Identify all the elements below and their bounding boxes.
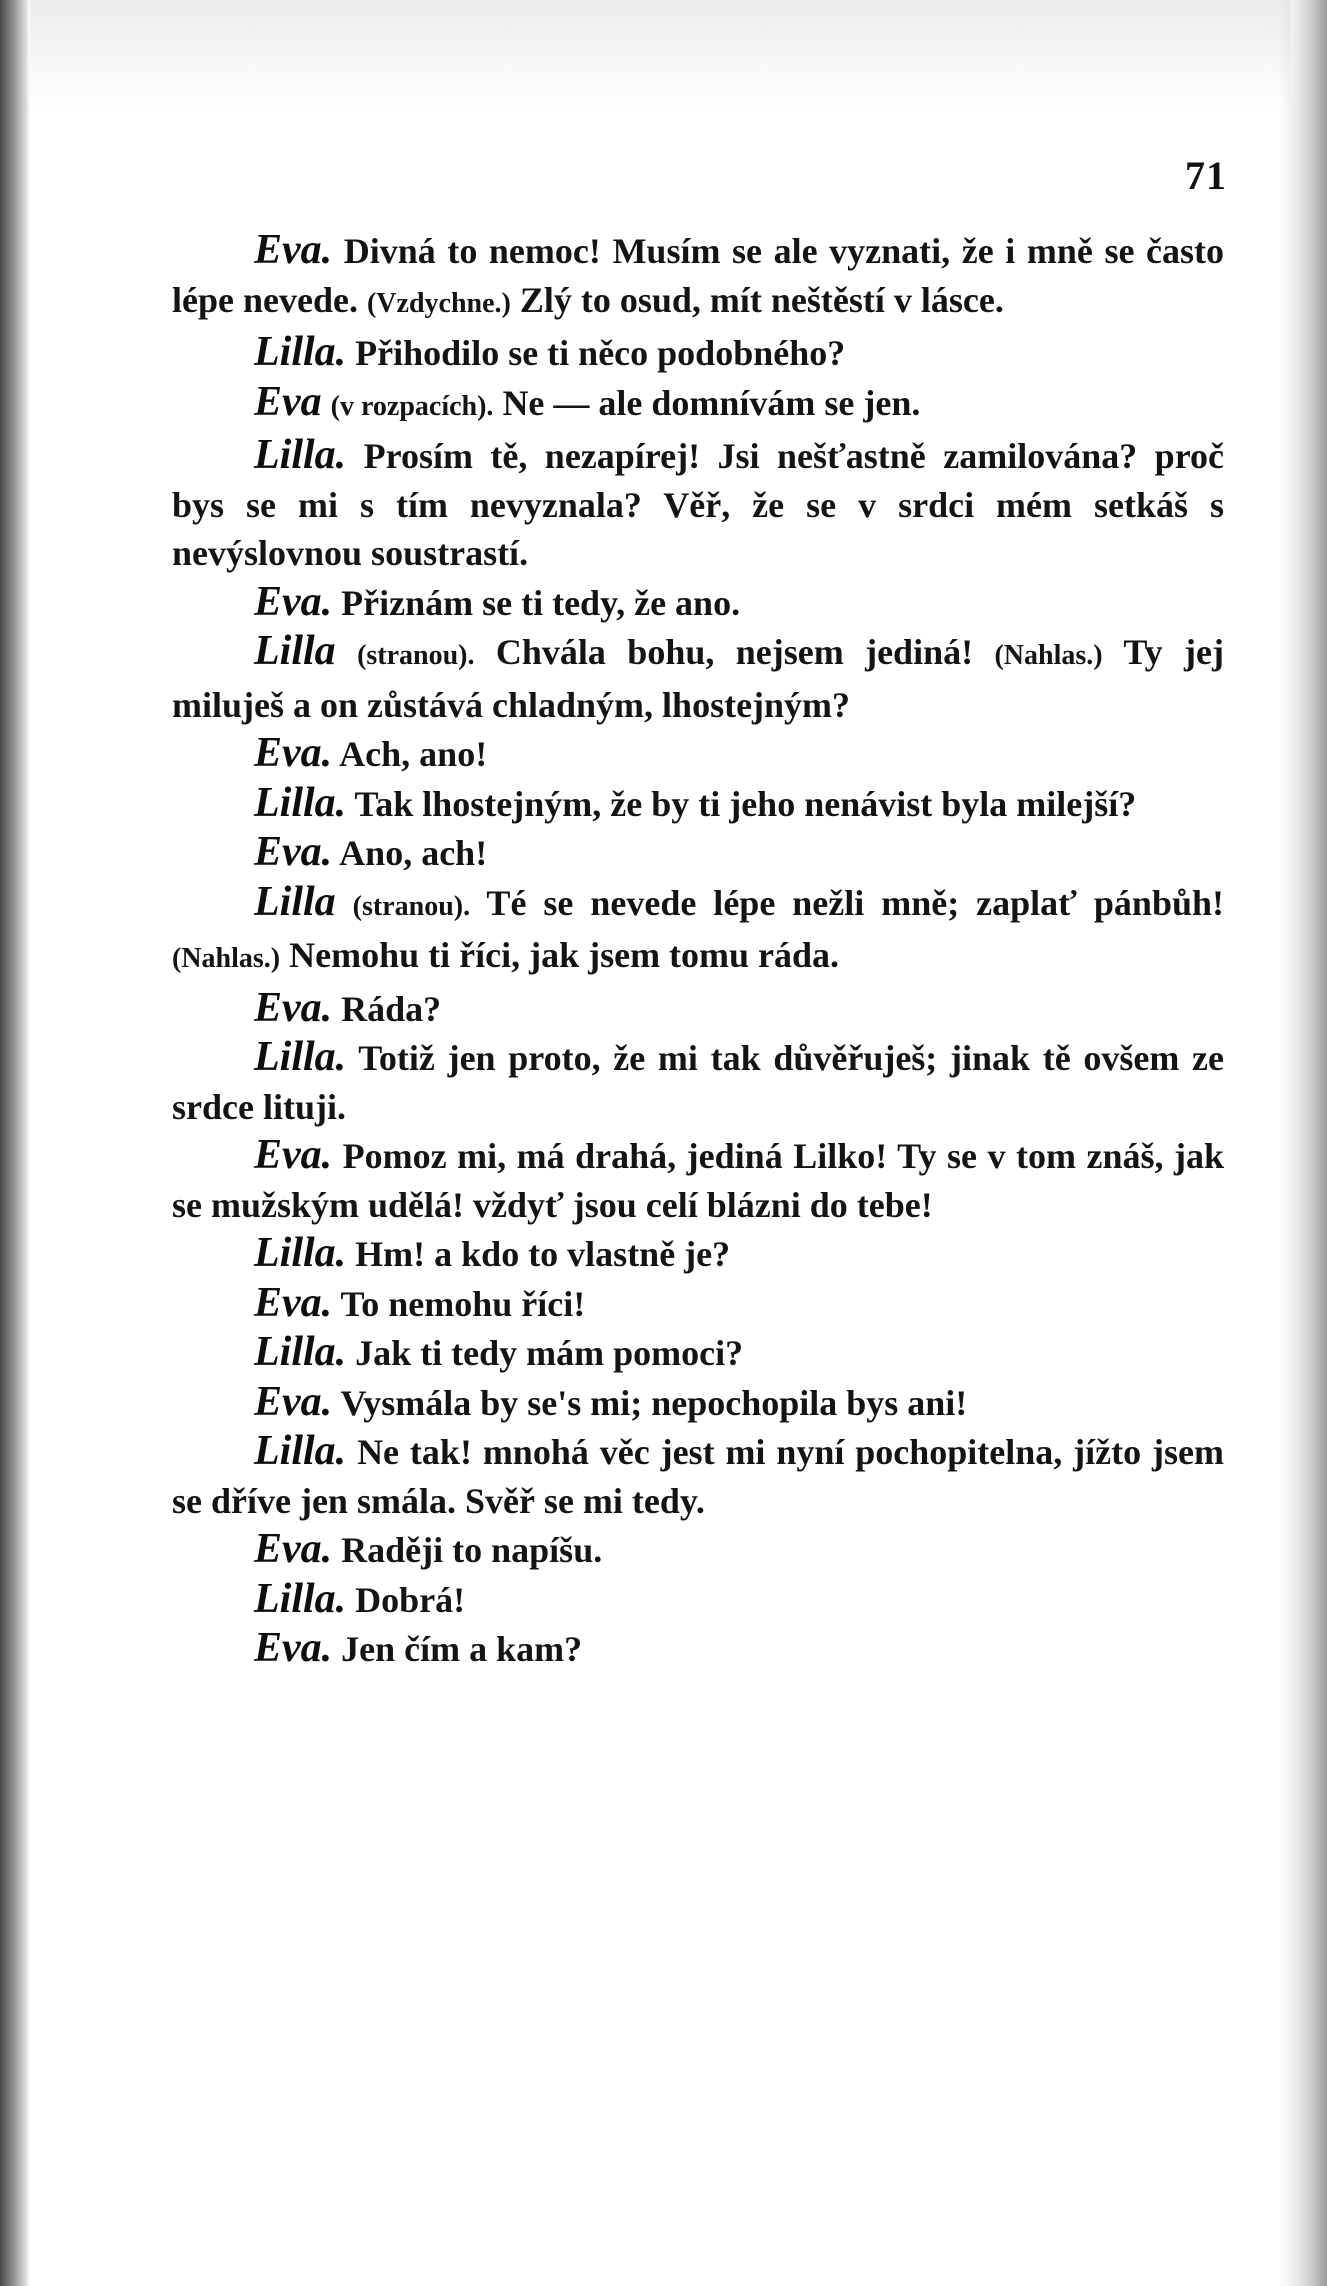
speech-text: Ty jej miluješ a on zůstává chladným, lhostejným? <box>172 632 1224 725</box>
speech-paragraph <box>172 226 1224 328</box>
speaker-name: Lilla. <box>254 1428 347 1474</box>
speech-text: Jak ti tedy mám pomoci? <box>346 1333 744 1373</box>
speech-text: Chvála bohu, nejsem jediná! <box>474 632 995 672</box>
speech-paragraph <box>172 1131 1224 1229</box>
speech-text: Ano, ach! <box>332 833 488 873</box>
speech-text: Přiznám se ti tedy, že ano. <box>332 582 741 623</box>
speech-paragraph <box>172 1328 1224 1378</box>
speaker-name: Lilla. <box>254 329 347 375</box>
speech-text: Ne tak! mnohá věc jest mi nyní pochopitelna, jížto jsem se dříve jen smála. Svěř se mi tedy. <box>172 1432 1224 1521</box>
speech-text: Té se nevede lépe nežli mně; zaplať pánbůh! <box>470 882 1225 923</box>
speaker-name: Eva. <box>254 578 333 625</box>
speaker-name: Eva. <box>254 829 333 875</box>
speaker-name: Lilla <box>254 878 336 925</box>
stage-direction: (Nahlas.) <box>994 640 1103 671</box>
speech-paragraph <box>172 578 1224 628</box>
speech-text: Divná to nemoc! Musím se ale vyznati, že i mně se často lépe nevede. <box>172 231 1224 320</box>
speech-text: To nemohu říci! <box>332 1283 586 1324</box>
speaker-name: Lilla. <box>254 1230 347 1276</box>
page-edge-shadow <box>1279 0 1327 2286</box>
speech-text: Raději to napíšu. <box>332 1530 603 1570</box>
speech-paragraph <box>172 1279 1224 1329</box>
stage-direction: (Vzdychne.) <box>366 287 511 319</box>
speech-paragraph <box>172 779 1224 829</box>
speaker-name: Eva <box>254 378 322 425</box>
speech-text: Prosím tě, nezapírej! Jsi nešťastně zamilována? proč bys se mi s tím nevyznala? Věř, že se v srdci mém setkáš s nevýslovnou soustrastí. <box>172 436 1224 573</box>
speech-text: Přihodilo se ti něco podobného? <box>346 333 846 373</box>
speech-paragraph <box>172 1427 1224 1525</box>
speech-text: Nemohu ti říci, jak jsem tomu ráda. <box>280 935 840 975</box>
speaker-name: Lilla. <box>254 432 347 478</box>
speech-text: Totiž jen proto, že mi tak důvěřuješ; jinak tě ovšem ze srdce lituji. <box>172 1038 1224 1127</box>
stage-direction: (stranou). <box>352 890 471 922</box>
speaker-name: Lilla. <box>254 1329 347 1375</box>
speech-paragraph <box>172 431 1224 578</box>
speaker-name: Eva. <box>254 1526 333 1572</box>
speech-paragraph <box>172 1575 1224 1625</box>
speech-paragraph <box>172 1525 1224 1575</box>
speech-text: Ach, ano! <box>332 734 488 774</box>
stage-direction: (v rozpacích). <box>330 390 494 422</box>
speaker-name: Lilla. <box>254 779 347 826</box>
speaker-name: Eva. <box>254 1378 333 1425</box>
speech-paragraph <box>172 878 1224 984</box>
page-gutter-shadow <box>0 0 30 2286</box>
speech-text: Ne — ale domnívám se jen. <box>493 382 921 423</box>
speech-paragraph <box>172 1033 1224 1131</box>
speaker-name: Lilla. <box>254 1575 347 1622</box>
speech-paragraph <box>172 729 1224 779</box>
speaker-name: Eva. <box>254 1132 333 1178</box>
speech-text: Ráda? <box>332 988 442 1029</box>
speaker-name: Eva. <box>254 227 333 273</box>
speaker-name: Lilla <box>254 628 336 674</box>
speech-paragraph <box>172 1229 1224 1279</box>
stage-direction: (stranou). <box>357 640 475 671</box>
page-stain <box>30 0 1290 110</box>
speech-text <box>322 383 331 423</box>
speech-paragraph <box>172 627 1224 729</box>
speech-text: Zlý to osud, mít neštěstí v lásce. <box>510 279 1004 320</box>
speech-paragraph <box>172 828 1224 878</box>
speech-text: Hm! a kdo to vlastně je? <box>346 1234 731 1274</box>
speaker-name: Eva. <box>254 730 333 776</box>
speech-text: Tak lhostejným, že by ti jeho nenávist byla milejší? <box>346 783 1137 824</box>
speech-text: Dobrá! <box>346 1579 466 1620</box>
speech-text: Vysmála by se's mi; nepochopila bys ani! <box>332 1382 968 1423</box>
speech-text: Jen čím a kam? <box>332 1629 583 1669</box>
page-number: 71 <box>1185 153 1227 198</box>
speech-text <box>336 883 353 923</box>
stage-direction: (Nahlas.) <box>172 943 281 974</box>
speech-paragraph <box>172 984 1224 1034</box>
speech-text <box>336 632 357 672</box>
dialogue-text <box>172 226 1224 1674</box>
speaker-name: Eva. <box>254 1625 333 1671</box>
speech-paragraph <box>172 1624 1224 1674</box>
speech-text: Pomoz mi, má drahá, jediná Lilko! Ty se v tom znáš, jak se mužským udělá! vždyť jsou celí blázni do tebe! <box>172 1136 1224 1225</box>
speech-paragraph <box>172 1378 1224 1428</box>
speech-paragraph <box>172 378 1224 432</box>
speaker-name: Lilla. <box>254 1034 347 1080</box>
speech-paragraph <box>172 328 1224 378</box>
speaker-name: Eva. <box>254 984 333 1031</box>
speaker-name: Eva. <box>254 1279 333 1326</box>
